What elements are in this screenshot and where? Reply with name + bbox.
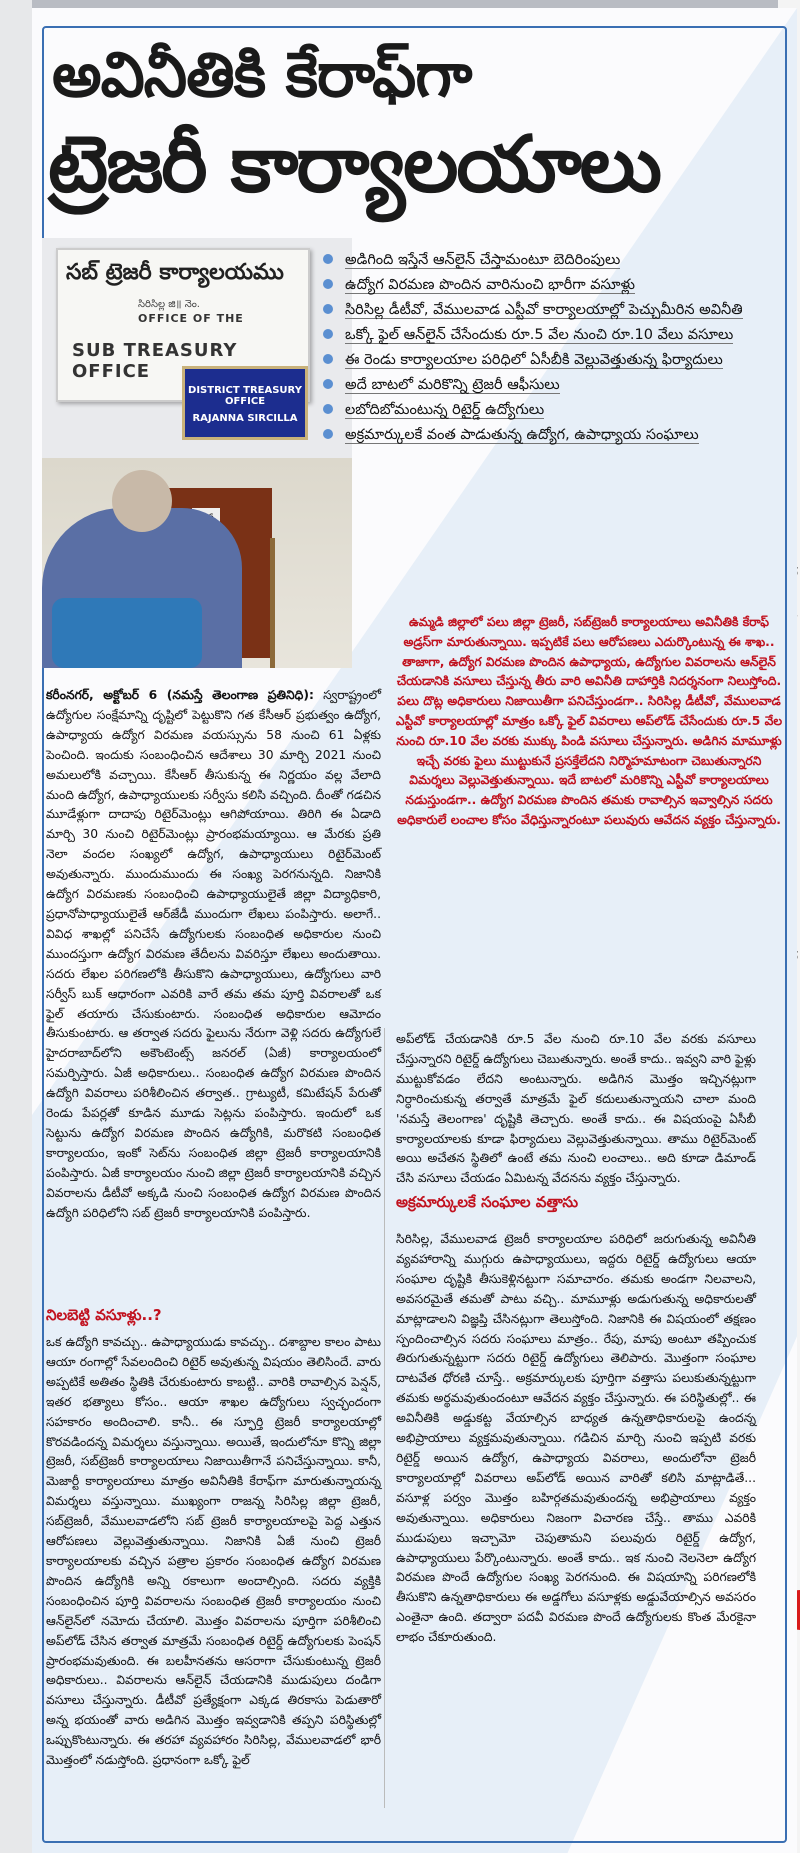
background-strip xyxy=(0,0,32,1853)
bullet-item: ఒక్కో ఫైల్ ఆన్‌లైన్ చేసేందుకు రూ.5 వేల నుంచి రూ.10 వేలు వసూలు xyxy=(317,325,777,347)
column-separator xyxy=(384,1028,385,1808)
board-telugu-text: సబ్ ట్రెజరీ కార్యాలయము xyxy=(66,260,284,285)
bullet-dot-icon xyxy=(323,429,333,439)
headline-line-2: ట్రెజరీ కార్యాలయాలు xyxy=(48,120,661,210)
blue-chair xyxy=(52,598,202,668)
walking-stick xyxy=(270,538,275,668)
bullet-item: ఉద్యోగ విరమణ పొందిన వారినుంచి భారీగా వసూళ్లు xyxy=(317,275,777,297)
sign-line-1: DISTRICT TREASURY OFFICE xyxy=(188,385,302,407)
newspaper-page xyxy=(32,8,797,1853)
subheading-1: నిలబెట్టి వసూళ్లు..? xyxy=(46,1306,162,1324)
article-column-1 xyxy=(46,686,381,1229)
bullet-item: లబోదిబోమంటున్న రిటైర్డ్ ఉద్యోగులు xyxy=(317,400,777,422)
bullet-item: సిరిసిల్ల డీటీవో, వేములవాడ ఎస్టీవో కార్యాలయాల్లో పెచ్చుమీరిన అవినీతి xyxy=(317,300,777,322)
sign-line-2: RAJANNA SIRCILLA xyxy=(192,413,298,424)
bullet-dot-icon xyxy=(323,254,333,264)
article-column-2: అప్‌లోడ్ చేయడానికి రూ.5 వేల నుంచి రూ.10 వేల వరకు వసూలు చేస్తున్నారని రిటైర్డ్ ఉద్యోగులు చెబుతున్నారు. అంతే కాదు.. ఇవ్వని వారి ఫైళ్లు ముట్టుకోవడం లేదని అంటున్నారు. అడిగిన మొత్తం ఇచ్చినట్లుగా నిర్ధారించుకున్న తర్వాతే మాత్రమే ఫైల్ కదులుతున్నాయని చాలా మంది 'నమస్తే తెలంగాణ' దృష్టికి తెచ్చారు. అంతే కాదు.. ఈ విషయంపై ఏసీబీ కార్యాలయాలకు కూడా ఫిర్యాదులు వెల్లువెత్తుతున్నాయి. తాము రిటైర్‌మెంట్ అయి అచేతన స్థితిలో ఉంటే తమ నుంచి లంచాలు.. అది కూడా డిమాండ్ చేసి వసూలు చేయడం ఏమిటన్న వేదనను వ్యక్తం చేస్తున్నారు. xyxy=(396,1032,756,1186)
man-head xyxy=(112,470,172,532)
dateline: కరీంనగర్, అక్టోబర్ 6 (నమస్తే తెలంగాణ ప్రతినిధి): xyxy=(46,688,314,702)
bullet-item: ఈ రెండు కార్యాలయాల పరిధిలో ఏసీబీకి వెల్లువెత్తుతున్న ఫిర్యాదులు xyxy=(317,350,777,372)
board-english-text-1: OFFICE OF THE xyxy=(138,312,244,325)
red-summary: ఉమ్మడి జిల్లాలో పలు జిల్లా ట్రెజరీ, సబ్‌ట్రెజరీ కార్యాలయాలు అవినీతికి కేరాఫ్ అడ్రస్‌గా మారుతున్నాయి. ఇప్పటికే పలు ఆరోపణలు ఎదుర్కొంటున్న ఈ శాఖ.. తాజాగా, ఉద్యోగ విరమణ పొందిన ఉపాధ్యాయ, ఉద్యోగుల వివరాలను ఆన్‌లైన్ చేయడానికి వసూలు చేస్తున్న తీరు వారి అవినీతి దాహార్తికి నిదర్శనంగా నిలుస్తోంది. పలు దొట్ల అధికారులు నిజాయితీగా పనిచేస్తుండగా.. సిరిసిల్ల డీటీవో, వేములవాడ ఎస్టీవో కార్యాలయాల్లో మాత్రం ఒక్కో ఫైల్ వివరాలు అప్‌లోడ్ చేసేందుకు రూ.5 వేల నుంచి రూ.10 వేల వరకు ముక్కు పిండి వసూలు చేస్తున్నారు. అడిగిన మామూళ్లు ఇచ్చే వరకు ఫైలు ముట్టుకునే ప్రసక్తేలేదని నిర్మొహమాటంగా చెబుతున్నారని విమర్శలు వెల్లువెత్తుతున్నాయి. ఇదే బాటలో మరికొన్ని ఎస్టీవో కార్యాలయాలు నడుస్తుండగా.. ఉద్యోగ విరమణ పొందిన తమకు రావాల్సిన ఇవ్వాల్సిన సదరు అధికారులే లంచాల కోసం వేధిస్తున్నారంటూ పలువురు ఆవేదన వ్యక్తం చేస్తున్నారు. xyxy=(395,615,783,827)
bullet-item: అదే బాటలో మరికొన్ని ట్రెజరీ ఆఫీసులు xyxy=(317,375,777,397)
board-english-text-2: SUB TREASURY OFFICE xyxy=(72,340,238,382)
bullet-item: అక్రమార్కులకే వంత పాడుతున్న ఉద్యోగ, ఉపాధ్యాయ సంఘాలు xyxy=(317,425,777,447)
highlight-bullets xyxy=(317,250,777,450)
bullet-dot-icon xyxy=(323,304,333,314)
bullet-dot-icon xyxy=(323,354,333,364)
subheading-2: అక్రమార్కులకే సంఘాల వత్తాసు xyxy=(396,1193,579,1211)
article-body-2b: సిరిసిల్ల, వేములవాడ ట్రెజరీ కార్యాలయాల పరిధిలో జరుగుతున్న అవినీతి వ్యవహారాన్ని ముగ్గురు ఉపాధ్యాయులు, ఇద్దరు రిటైర్డ్ ఉద్యోగులు ఆయా సంఘాల దృష్టికి తీసుకెళ్లినట్టుగా సమాచారం. తమకు అండగా నిలవాలని, అవసరమైతే తమతో పాటు వచ్చి.. మామూళ్లు అడుగుతున్న అధికారులతో మాట్లాడాలని విజ్ఞప్తి చేసినట్లుగా తెలుస్తోంది. నిజానికి ఈ విషయంలో తక్షణం స్పందించాల్సిన సదరు సంఘాలు మాత్రం.. రేపు, మాపు అంటూ తప్పించుక తిరుగుతున్నట్టుగా సదరు రిటైర్డ్ ఉద్యోగులు తెలిపారు. మొత్తంగా సంఘాల దాటవేత ధోరణి చూస్తే.. అక్రమార్కులకు పూర్తిగా వత్తాసు పలుకుతున్నట్టుగా తమకు అర్థమవుతుందంటూ ఆవేదన వ్యక్తం చేస్తున్నారు. ఈ పరిస్థితుల్లో.. ఈ అవినీతికి అడ్డుకట్ట వేయాల్సిన బాధ్యత ఉన్నతాధికారులపై ఉందన్న అభిప్రాయాలు వ్యక్తమవుతున్నాయి. గడిచిన మార్చి నుంచి ఇప్పటి వరకు రిటైర్డ్ అయిన ఉద్యోగ, ఉపాధ్యాయ వివరాలు, అందులోనా ట్రెజరీ కార్యాలయాల్లో వివరాలు అప్‌లోడ్ అయిన వారితో కలిసి మాట్లాడితే... వసూళ్ల పర్వం మొత్తం బహిర్గతమవుతుందన్న అభిప్రాయాలు వ్యక్తం అవుతున్నాయి. అధికారులు నిజంగా విచారణ చేస్తే.. తాము ఎవరికి ముడుపులు ఇచ్చామో చెపుతామని పలువురు రిటైర్డ్ ఉద్యోగ, ఉపాధ్యాయులు పేర్కొంటున్నారు. అంతే కాదు.. ఇక నుంచి నెలనెలా ఉద్యోగ విరమణ పొందే ఉద్యోగుల సంఖ్య పెరగనుంది. ఈ విషయాన్ని పరిగణలోకి తీసుకొని ఉన్నతాధికారులు ఈ అడ్డగోలు వసూళ్లకు అడ్డువేయాల్సిన అవసరం ఎంతైనా ఉంది. తద్వారా పదవీ విరమణ పొందే ఉద్యోగులకు కొంత మేరకైనా లాభం చేకూరుతుంది. xyxy=(396,1232,756,1645)
bullet-dot-icon xyxy=(323,379,333,389)
bullet-dot-icon xyxy=(323,404,333,414)
board-small-text: సిరిసిల్ల జి॥ నెం. xyxy=(138,299,200,310)
headline-line-1: అవినీతికి కేరాఫ్‌గా xyxy=(52,38,472,111)
district-treasury-sign xyxy=(182,366,308,440)
bullet-dot-icon xyxy=(323,329,333,339)
bullet-dot-icon xyxy=(323,279,333,289)
bullet-item: అడిగింది ఇస్తేనే ఆన్‌లైన్ చేస్తామంటూ బెదిరింపులు xyxy=(317,250,777,272)
news-photo xyxy=(42,238,352,668)
article-body-1b: ఒక ఉద్యోగి కావచ్చు.. ఉపాధ్యాయుడు కావచ్చు.. దశాబ్దాల కాలం పాటు ఆయా రంగాల్లో సేవలందించి రిటైర్ అవుతున్న విషయం తెలిసిందే. వారు అప్పటికే అతితం స్థితికి చేరుకుంటారు కాబట్టి.. వారికి రావాల్సిన పెన్షన్, ఇతర భత్యాలు కోసం.. ఆయా శాఖల ఉద్యోగులు స్వచ్ఛందంగా సహకారం అందించాలి. కానీ.. ఈ స్ఫూర్తి ట్రెజరీ కార్యాలయాల్లో కొరవడిందన్న విమర్శలు వస్తున్నాయి. అయితే, ఇందులోనూ కొన్ని జిల్లా ట్రెజరీ, సబ్‌ట్రెజరీ కార్యాలయాలు నిజాయితీగానే పనిచేస్తున్నాయి. కానీ, మెజార్టీ కార్యాలయాలు మాత్రం అవినీతికి కేరాఫ్‌గా మారుతున్నాయన్న విమర్శలు వస్తున్నాయి. ముఖ్యంగా రాజన్న సిరిసిల్ల జిల్లా ట్రెజరీ, సబ్‌ట్రెజరీ, వేములవాడలోని సబ్ ట్రెజరీ కార్యాలయాలపై పెద్ద ఎత్తున ఆరోపణలు వెల్లువెత్తుతున్నాయి. నిజానికి ఏజీ నుంచి ట్రెజరీ కార్యాలయాలకు వచ్చిన పత్రాల ప్రకారం సంబంధిత ఉద్యోగ విరమణ పొందిన ఉద్యోగికి అన్ని రకాలుగా అందాల్సింది. సదరు వ్యక్తికి సంబంధించిన పూర్తి వివరాలను సంబంధిత ట్రెజరీ కార్యాలయం నుంచి ఆన్‌లైన్‌లో నమోదు చేయాలి. మొత్తం వివరాలను పూర్తిగా పరిశీలించి అప్‌లోడ్ చేసిన తర్వాత మాత్రమే సంబంధిత రిటైర్డ్ ఉద్యోగులకు పెంషన్ ప్రారంభమవుతుంది. ఈ బలహీనతను ఆసరాగా చేసుకుంటున్న ట్రెజరీ అధికారులు.. వివరాలను ఆన్‌లైన్ చేయడానికి ముడుపులు దండిగా వసూలు చేస్తున్నారు. డీటీవో ప్రత్యేక్షంగా ఎక్కడ తిరకాసు పెడుతారో అన్న భయంతో వారు అడిగిన మొత్తం ఇవ్వడానికి తప్పని పరిస్థితుల్లో ఒప్పుకొంటున్నారు. ఈ తరహా వ్యవహారం సిరిసిల్ల, వేములవాడలో భారీ మొత్తంలో నడుస్తోంది. ప్రధానంగా ఒక్కో ఫైల్ xyxy=(46,1335,381,1768)
article-body-1: స్వరాష్ట్రంలో ఉద్యోగుల సంక్షేమాన్ని దృష్టిలో పెట్టుకొని గత కేసీఆర్ ప్రభుత్వం ఉద్యోగ, ఉపాధ్యాయ ఉద్యోగ విరమణ వయస్సును 58 నుంచి 61 ఏళ్లకు పెంచింది. ఇందుకు సంబంధించిన ఆదేశాలు 30 మార్చి 2021 నుంచి అమలులోకి వచ్చాయి. కేసీఆర్ తీసుకున్న ఈ నిర్ణయం వల్ల వేలాది మంది ఉద్యోగ, ఉపాధ్యాయులకు సర్వీసు కలిసి వచ్చింది. దీంతో గడచిన మూడేళ్లుగా దాదాపు రిటైర్‌మెంట్లు ఆగిపోయాయి. తిరిగి ఈ ఏడాది మార్చి 30 నుంచి రిటైర్‌మెంట్లు ప్రారంభమయ్యాయి. ఆ మేరకు ప్రతి నెలా వందల సంఖ్యలో ఉద్యోగ, ఉపాధ్యాయులు రిటైర్‌మెంట్ అవుతున్నారు. ముందుముందు ఈ సంఖ్య పెరగనున్నది. నిజానికి ఉద్యోగ విరమణకు సంబంధించి ఉపాధ్యాయులైతే జిల్లా విద్యాధికారి, ప్రధానోపాధ్యాయులైతే ఆర్‌జేడీ ముందుగా లేఖలు పంపిస్తారు. అలాగే.. వివిధ శాఖల్లో పనిచేసే ఉద్యోగులకు సంబంధిత అధికారుల నుంచి ముందస్తుగా ఉద్యోగ విరమణ తేదీలను వివరిస్తూ లేఖలు అందుతాయి. సదరు లేఖల పరిగణలోకి తీసుకొని ఉపాధ్యాయులు, ఉద్యోగులు వారి సర్వీస్ బుక్ ఆధారంగా ఎవరికి వారే తమ తమ పూర్తి వివరాలతో ఒక ఫైల్ తయారు చేసుకుంటారు. సంబంధిత అధికారుల ఆమోదం తీసుకుంటారు. ఆ తర్వాత సదరు ఫైలును నేరుగా వెళ్లి సదరు ఉద్యోగులే హైదరాబాద్‌లోని అకౌంటెంట్స్ జనరల్ (ఏజీ) కార్యాలయంలో సమర్పిస్తారు. ఏజీ అధికారులు.. సంబంధిత ఉద్యోగ విరమణ పొందిన ఉద్యోగి వివరాలు పరిశీలించిన తర్వాత.. గ్రాట్యుటీ, కమిటేషన్ పేరుతో రెండు పేపర్లతో కూడిన మూడు సెట్లను పంపిస్తారు. ఇందులో ఒక సెట్టును ఉద్యోగ విరమణ పొందిన ఉద్యోగికి, మరొకటి సంబంధిత కార్యాలయం, ఇంకో సెట్‌ను సంబంధిత జిల్లా ట్రెజరీ కార్యాలయానికి పంపిస్తారు. ఏజీ కార్యాలయం నుంచి జిల్లా ట్రెజరీ కార్యాలయానికి వచ్చిన వివరాలను డీటీవో అక్కడి నుంచి సంబంధిత ఉద్యోగ విరమణ పొందిన ఉద్యోగి పరిధిలోని సబ్ ట్రెజరీ కార్యాలయానికి పంపిస్తారు. xyxy=(46,688,381,1220)
